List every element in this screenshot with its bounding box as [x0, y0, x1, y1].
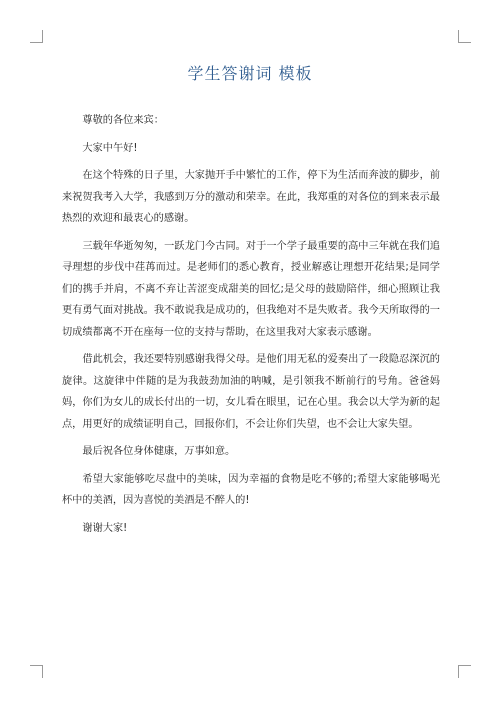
- paragraph-toast: 希望大家能够吃尽盘中的美味，因为幸福的食物是吃不够的;希望大家能够喝光杯中的美酒，因为喜悦的美酒是不醉人的!: [62, 473, 440, 506]
- document-body: [62, 110, 440, 539]
- paragraph-wishes: 最后祝各位身体健康，万事如意。: [82, 446, 236, 457]
- document-title: 学生答谢词 模板: [187, 64, 313, 83]
- crop-mark-bottom-left: [30, 665, 43, 678]
- paragraph-parents: 借此机会，我还要特别感谢我得父母。是他们用无私的爱奏出了一段隐忍深沉的旋律。这旋律中伴随的是为我鼓劲加油的呐喊，是引领我不断前行的号角。爸爸妈妈，你们为女儿的成长付出的一切，女儿看在眼里，记在心里。我会以大学为新的起点，用更好的成绩证明自己，回报你们，不会让你们失望，也不会让大家失望。: [62, 354, 440, 430]
- salutation: 尊敬的各位来宾：: [82, 115, 164, 126]
- crop-mark-bottom-right: [458, 665, 471, 678]
- paragraph-welcome: 在这个特殊的日子里，大家抛开手中繁忙的工作，停下为生活而奔波的脚步，前来祝贺我考入大学，我感到万分的激动和荣幸。在此，我郑重的对各位的到来表示最热烈的欢迎和最衷心的感谢。: [62, 170, 440, 224]
- paragraph-gratitude: 三载年华逝匆匆，一跃龙门今古同。对于一个学子最重要的高中三年就在我们追寻理想的步伐中荏苒而过。是老师们的悉心教育，授业解惑让理想开花结果;是同学们的携手并肩，不离不弃让苦涩变成甜美的回忆;是父母的鼓励陪伴，细心照顾让我更有勇气面对挑战。我不敢说我是成功的，但我绝对不是失败者。我今天所取得的一切成绩都离不开在座每一位的支持与帮助，在这里我对大家表示感谢。: [62, 240, 440, 338]
- greeting: 大家中午好!: [82, 142, 138, 154]
- closing-thanks: 谢谢大家!: [82, 522, 128, 534]
- crop-mark-top-left: [30, 30, 43, 43]
- crop-mark-top-right: [458, 30, 471, 43]
